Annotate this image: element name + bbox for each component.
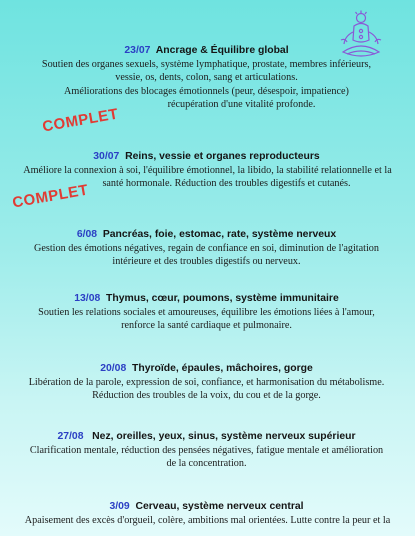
- session-date: 13/08: [74, 293, 101, 304]
- session-title: Nez, oreilles, yeux, sinus, système nerveux supérieur: [92, 431, 356, 442]
- session-line: vessie, os, dents, colon, sang et articulations.: [115, 72, 298, 84]
- session-heading: [8, 362, 405, 376]
- session-title: Pancréas, foie, estomac, rate, système nerveux: [102, 229, 337, 240]
- session-line: renforce la santé cardiaque et pulmonaire.: [121, 320, 292, 332]
- session-line: de la concentration.: [166, 458, 247, 470]
- document-page: [8, 4, 405, 536]
- session-title: Thyroïde, épaules, mâchoires, gorge: [132, 363, 313, 374]
- session-line: Gestion des émotions négatives, regain de confiance en soi, diminution de l'agitation: [33, 243, 379, 254]
- complet-stamp: COMPLET: [41, 105, 120, 136]
- session-line: Clarification mentale, réduction des pensées négatives, fatigue mentale et amélioration: [29, 445, 384, 456]
- session-date: 3/09: [109, 501, 130, 512]
- session-block-3: [8, 228, 405, 269]
- session-line: Libération de la parole, expression de soi, confiance, et harmonisation du métabolisme.: [28, 377, 385, 388]
- session-line: santé hormonale. Réduction des troubles digestifs et cutanés.: [102, 178, 351, 190]
- session-block-4: [8, 292, 405, 333]
- session-heading: [8, 292, 405, 306]
- session-block-7: [8, 500, 405, 527]
- session-line: Apaisement des excès d'orgueil, colère, ambitions mal orientées. Lutte contre la peur et la: [24, 515, 391, 526]
- session-block-5: [8, 362, 405, 403]
- session-title: Reins, vessie et organes reproducteurs: [125, 151, 320, 162]
- complet-stamp: COMPLET: [11, 181, 90, 212]
- session-date: 27/08: [57, 431, 84, 442]
- session-line: Réduction des troubles de la voix, du cou et de la gorge.: [92, 390, 321, 402]
- session-block-6: [8, 430, 405, 471]
- session-heading: [8, 228, 405, 242]
- session-date: 30/07: [93, 151, 120, 162]
- session-heading: [8, 430, 405, 444]
- session-block-1: [8, 44, 405, 112]
- session-line: Soutien des organes sexuels, système lymphatique, prostate, membres inférieurs,: [41, 59, 372, 70]
- session-date: 23/07: [124, 45, 151, 56]
- session-title: Ancrage & Équilibre global: [155, 45, 289, 56]
- session-heading: [8, 150, 405, 164]
- session-line: Améliore la connexion à soi, l'équilibre émotionnel, la libido, la stabilité relationnelle et la: [23, 165, 392, 176]
- session-heading: [8, 500, 405, 514]
- session-line: intérieure et des troubles digestifs ou nerveux.: [112, 256, 301, 268]
- session-line: récupération d'une vitalité profonde.: [167, 99, 316, 111]
- session-title: Thymus, cœur, poumons, système immunitaire: [106, 293, 339, 304]
- session-date: 6/08: [76, 229, 98, 240]
- session-line: Soutien les relations sociales et amoureuses, équilibre les émotions liées à l'amour,: [38, 307, 375, 318]
- session-date: 20/08: [100, 363, 127, 374]
- session-line: Améliorations des blocages émotionnels (peur, désespoir, impatience): [64, 85, 349, 97]
- session-heading: [8, 44, 405, 58]
- session-title: Cerveau, système nerveux central: [135, 501, 304, 512]
